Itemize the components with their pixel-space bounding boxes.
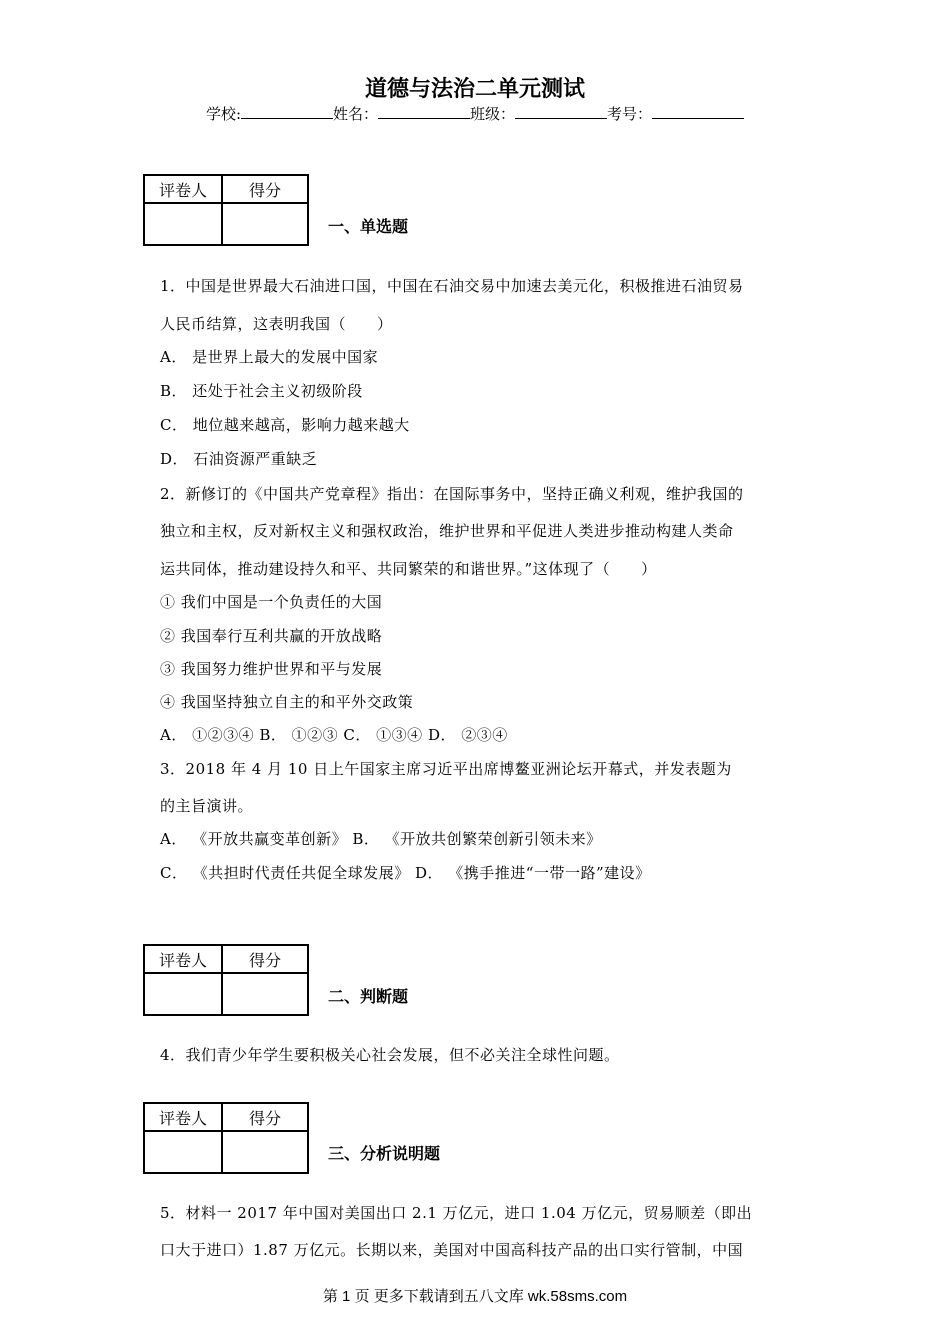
q2-item-4: ④ 我国坚持独立自主的和平外交政策 bbox=[160, 693, 414, 711]
q2-stem-line3: 运共同体，推动建设持久和平、共同繁荣的和谐世界。”这体现了（ ） bbox=[160, 560, 657, 578]
q2-options: A． ①②③④ B． ①②③ C． ①③④ D． ②③④ bbox=[160, 726, 508, 744]
q2-item-2: ② 我国奉行互利共赢的开放战略 bbox=[160, 627, 383, 645]
q3-options-ab: A． 《开放共赢变革创新》 B． 《开放共创繁荣创新引领未来》 bbox=[160, 830, 602, 848]
q5-line2: 口大于进口）1.87 万亿元。长期以来，美国对中国高科技产品的出口实行管制，中国 bbox=[160, 1241, 744, 1259]
section-heading-2: 二、判断题 bbox=[328, 987, 409, 1006]
grader-cell bbox=[144, 973, 222, 1015]
score-box-3 bbox=[143, 1102, 309, 1174]
score-box-1 bbox=[143, 174, 309, 246]
q2-stem-line2: 独立和主权，反对新权主义和强权政治，维护世界和平促进人类进步推动构建人类命 bbox=[160, 522, 734, 540]
q4-stem: 4．我们青少年学生要积极关心社会发展，但不必关注全球性问题。 bbox=[160, 1046, 620, 1064]
exam-no-blank bbox=[652, 104, 744, 119]
score-cell bbox=[222, 203, 308, 245]
score-label: 得分 bbox=[222, 945, 308, 973]
q3-stem-line1: 3．2018 年 4 月 10 日上午国家主席习近平出席博鳌亚洲论坛开幕式，并发表题为 bbox=[160, 760, 732, 778]
q5-line1: 5．材料一 2017 年中国对美国出口 2.1 万亿元，进口 1.04 万亿元，贸易顺差（即出 bbox=[160, 1204, 753, 1222]
class-label: 班级： bbox=[470, 105, 516, 123]
q1-option-a: A． 是世界上最大的发展中国家 bbox=[160, 348, 379, 366]
score-box-2 bbox=[143, 944, 309, 1016]
school-blank bbox=[241, 104, 333, 119]
q3-options-cd: C． 《共担时代责任共促全球发展》 D． 《携手推进“一带一路”建设》 bbox=[160, 864, 651, 882]
score-cell bbox=[222, 1131, 308, 1173]
exam-no-label: 考号： bbox=[607, 105, 653, 123]
grader-label: 评卷人 bbox=[144, 1103, 222, 1131]
page-title: 道德与法治二单元测试 bbox=[364, 77, 585, 102]
name-blank bbox=[378, 104, 470, 119]
student-info-line bbox=[0, 103, 950, 124]
section-heading-3: 三、分析说明题 bbox=[328, 1144, 441, 1163]
q1-stem-line2: 人民币结算，这表明我国（ ） bbox=[160, 315, 393, 333]
q2-stem-line1: 2．新修订的《中国共产党章程》指出：在国际事务中，坚持正确义利观，维护我国的 bbox=[160, 485, 744, 503]
page-footer: 第 1 页 更多下载请到五八文库 wk.58sms.com bbox=[322, 1288, 628, 1305]
class-blank bbox=[515, 104, 607, 119]
q1-option-c: C． 地位越来越高，影响力越来越大 bbox=[160, 416, 410, 434]
q1-option-b: B． 还处于社会主义初级阶段 bbox=[160, 382, 363, 400]
score-label: 得分 bbox=[222, 1103, 308, 1131]
q3-stem-line2: 的主旨演讲。 bbox=[160, 797, 254, 815]
q2-item-3: ③ 我国努力维护世界和平与发展 bbox=[160, 660, 383, 678]
grader-cell bbox=[144, 203, 222, 245]
name-label: 姓名： bbox=[333, 105, 379, 123]
school-label: 学校: bbox=[205, 105, 241, 123]
section-heading-1: 一、单选题 bbox=[328, 217, 409, 236]
q1-option-d: D． 石油资源严重缺乏 bbox=[160, 450, 318, 468]
score-label: 得分 bbox=[222, 175, 308, 203]
grader-label: 评卷人 bbox=[144, 175, 222, 203]
grader-cell bbox=[144, 1131, 222, 1173]
grader-label: 评卷人 bbox=[144, 945, 222, 973]
score-cell bbox=[222, 973, 308, 1015]
q2-item-1: ① 我们中国是一个负责任的大国 bbox=[160, 593, 383, 611]
q1-stem-line1: 1．中国是世界最大石油进口国，中国在石油交易中加速去美元化，积极推进石油贸易 bbox=[160, 277, 744, 295]
